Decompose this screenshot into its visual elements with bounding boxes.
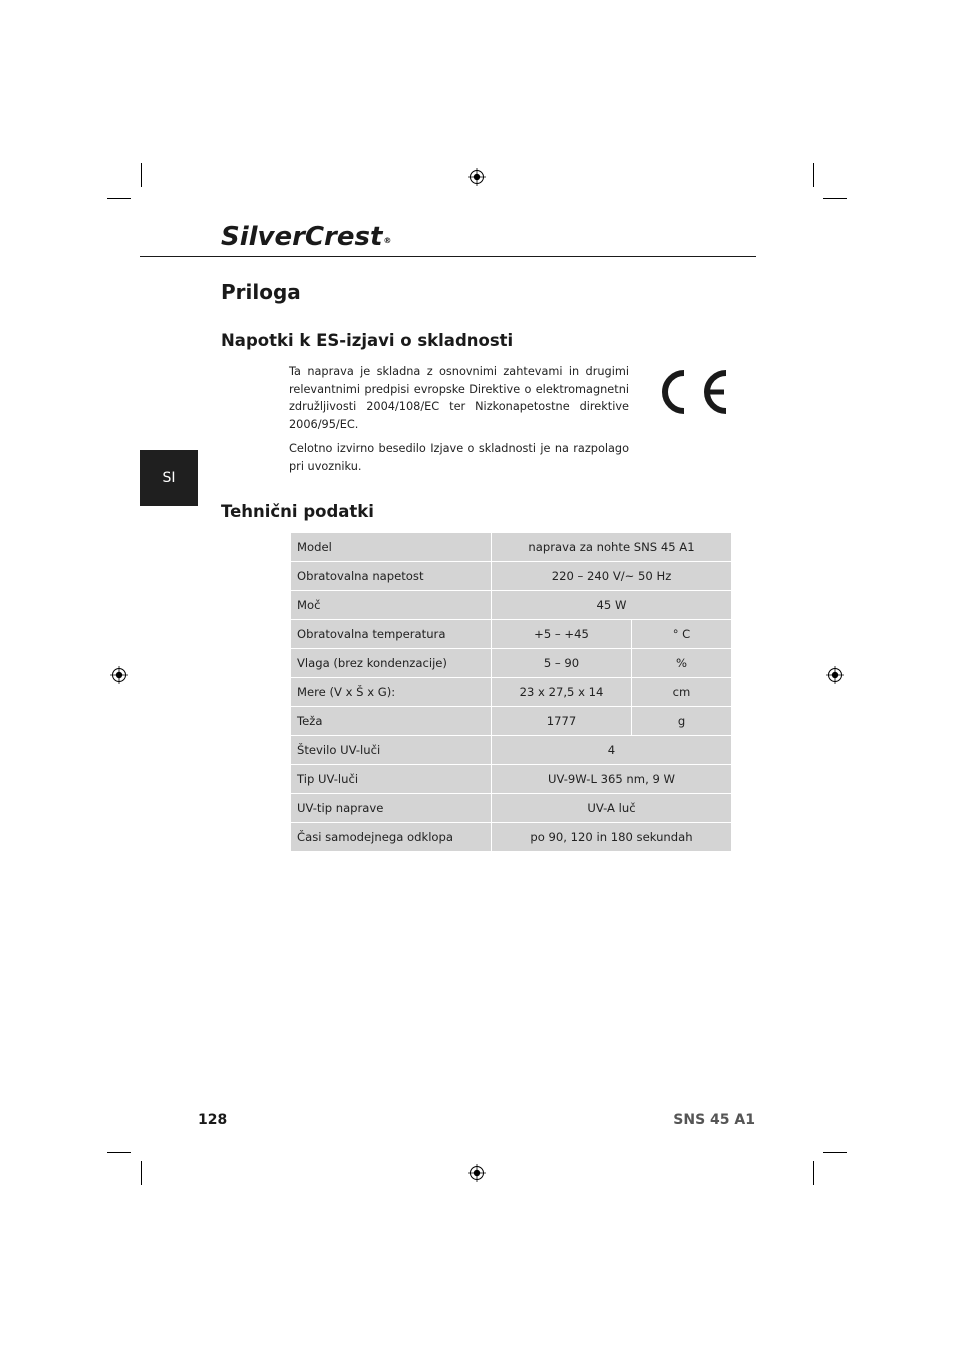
spec-unit: g (632, 707, 731, 735)
technical-heading: Tehnični podatki (221, 502, 374, 521)
spec-label: Mere (V x Š x G): (291, 678, 491, 706)
silvercrest-logo (221, 222, 391, 252)
spec-value: 5 – 90 (492, 649, 631, 677)
table-row (291, 620, 731, 648)
crop-mark (141, 1161, 142, 1185)
spec-label: Obratovalna temperatura (291, 620, 491, 648)
conformity-heading: Napotki k ES-izjavi o skladnosti (221, 331, 514, 350)
table-row (291, 533, 731, 561)
language-tab: SI (140, 450, 198, 506)
spec-value: +5 – +45 (492, 620, 631, 648)
conformity-paragraph-2: Celotno izvirno besedilo Izjave o skladnosti je na razpolago pri uvozniku. (289, 442, 629, 473)
page-title: Priloga (221, 280, 301, 304)
registration-mark-icon (468, 168, 486, 186)
spec-label: Moč (291, 591, 491, 619)
table-row (291, 591, 731, 619)
spec-value: 220 – 240 V/~ 50 Hz (492, 562, 731, 590)
spec-label: Časi samodejnega odklopa (291, 823, 491, 851)
spec-value: 1777 (492, 707, 631, 735)
crop-mark (141, 163, 142, 187)
crop-mark (813, 1161, 814, 1185)
table-row (291, 562, 731, 590)
table-row (291, 649, 731, 677)
spec-unit: cm (632, 678, 731, 706)
spec-value: 45 W (492, 591, 731, 619)
logo-text: SilverCrest (221, 222, 383, 252)
table-row (291, 765, 731, 793)
crop-mark (823, 1152, 847, 1153)
spec-table (290, 532, 732, 852)
footer-model: SNS 45 A1 (673, 1112, 755, 1128)
table-row (291, 678, 731, 706)
spec-value: po 90, 120 in 180 sekundah (492, 823, 731, 851)
spec-value: UV-A luč (492, 794, 731, 822)
spec-value: 23 x 27,5 x 14 (492, 678, 631, 706)
registered-mark: ® (383, 236, 392, 245)
registration-mark-icon (826, 666, 844, 684)
spec-value: 4 (492, 736, 731, 764)
spec-label: Obratovalna napetost (291, 562, 491, 590)
table-row (291, 823, 731, 851)
spec-label: UV-tip naprave (291, 794, 491, 822)
spec-unit: % (632, 649, 731, 677)
ce-mark-icon (657, 365, 731, 419)
spec-label: Število UV-luči (291, 736, 491, 764)
table-row (291, 707, 731, 735)
registration-mark-icon (468, 1164, 486, 1182)
table-row (291, 794, 731, 822)
conformity-paragraph-1: Ta naprava je skladna z osnovnimi zahtevami in drugimi relevantnimi predpisi evropske Direktive o elektromagnetni združljivosti 2004/108/EC ter Nizkonapetostne direktive 2006/95/EC. (289, 365, 629, 431)
header-rule (140, 256, 756, 257)
registration-mark-icon (110, 666, 128, 684)
page-number: 128 (198, 1112, 228, 1128)
spec-label: Vlaga (brez kondenzacije) (291, 649, 491, 677)
spec-value: naprava za nohte SNS 45 A1 (492, 533, 731, 561)
spec-unit: ° C (632, 620, 731, 648)
spec-value: UV-9W-L 365 nm, 9 W (492, 765, 731, 793)
spec-label: Tip UV-luči (291, 765, 491, 793)
spec-label: Teža (291, 707, 491, 735)
table-row (291, 736, 731, 764)
crop-mark (813, 163, 814, 187)
crop-mark (107, 1152, 131, 1153)
spec-label: Model (291, 533, 491, 561)
crop-mark (107, 198, 131, 199)
crop-mark (823, 198, 847, 199)
